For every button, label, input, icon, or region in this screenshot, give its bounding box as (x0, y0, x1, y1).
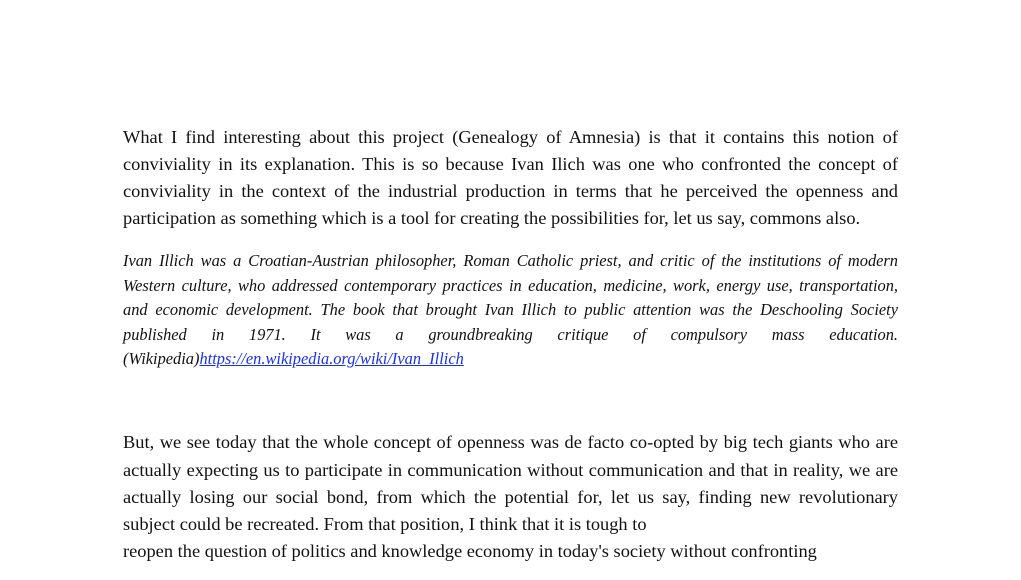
wikipedia-quote (123, 249, 898, 371)
document-page (123, 124, 898, 565)
wikipedia-link[interactable]: https://en.wikipedia.org/wiki/Ivan_Illich (199, 349, 464, 368)
body-paragraph-openness (123, 429, 898, 564)
openness-paragraph-text: But, we see today that the whole concept of openness was de facto co-opted by big tech giants who are actually expecting us to participate in communication without communication and that in reality, we are actually losing our social bond, from which the potential for, let us say, finding new revolutionary subject could be recreated. From that position, I think that it is tough to (123, 432, 898, 534)
cut-off-line: reopen the question of politics and knowledge economy in today's society without confronting (123, 540, 817, 561)
quote-text: Ivan Illich was a Croatian-Austrian philosopher, Roman Catholic priest, and critic of the institutions of modern Western culture, who addressed contemporary practices in education, medicine, work, energy use, transportation, and economic development. The book that brought Ivan Illich to public attention was the Deschooling Society published in 1971. It was a groundbreaking critique of compulsory mass education. (Wikipedia) (123, 251, 898, 368)
body-paragraph-conviviality: What I find interesting about this project (Genealogy of Amnesia) is that it contains this notion of conviviality in its explanation. This is so because Ivan Ilich was one who confronted the concept of conviviality in the context of the industrial production in terms that he perceived the openness and participation as something which is a tool for creating the possibilities for, let us say, commons also. (123, 127, 898, 229)
